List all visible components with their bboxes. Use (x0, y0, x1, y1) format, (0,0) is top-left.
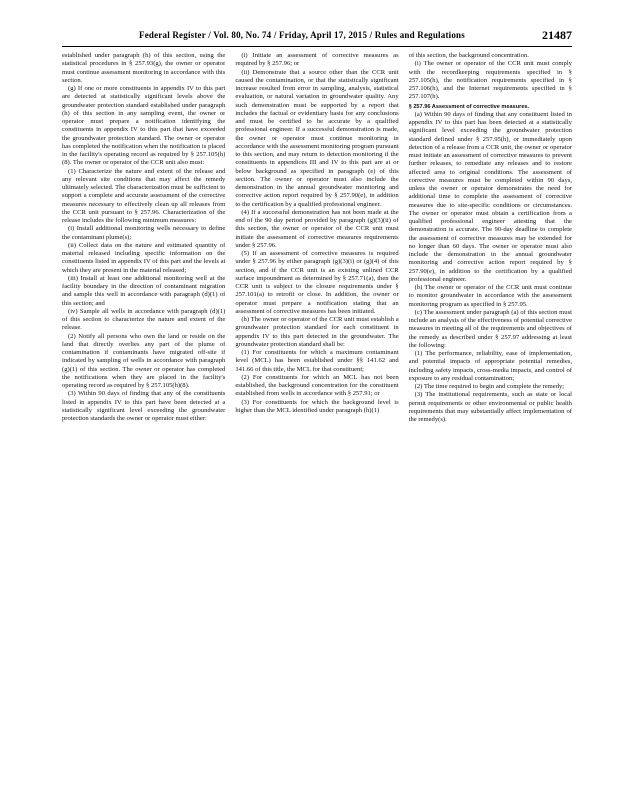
paragraph: established under paragraph (h) of this section, using the statistical procedures in § 257.93(g), the owner or operator must continue assessment monitoring in accordance with this section. (62, 52, 226, 84)
text-columns (62, 52, 572, 782)
column-1 (62, 52, 225, 782)
paragraph: of this section, the background concentration. (408, 52, 529, 59)
header-rule (62, 46, 572, 47)
paragraph: (iii) Install at least one additional monitoring well at the facility boundary in the direction of contaminant migration and sample this well in accordance with paragraph (d)(1) of this section; and (62, 274, 226, 307)
paragraph: (3) The institutional requirements, such as state or local permit requirements or other environmental or public health requirements that may substantially affect implementation of the remedy(s). (408, 391, 572, 423)
paragraph: (2) Notify all persons who own the land or reside on the land that directly overlies any part of the plume of contamination if contaminants have migrated off-site if indicated by sampling of wells in accordance with paragraph (g)(1) of this section. The owner or operator has completed the notifications when they are placed in the facility's operating record as required by § 257.105(h)(8). (62, 332, 226, 389)
paragraph: (h) The owner or operator of the CCR unit must establish a groundwater protection standard for each constituent in appendix IV to this part detected in the groundwater. The groundwater protection standard shall be: (235, 316, 399, 348)
column-3 (409, 52, 572, 782)
paragraph: (3) Within 90 days of finding that any of the constituents listed in appendix IV to this part have been detected at a statistically significant level exceeding the groundwater protection standards the owner or operator must either: (62, 390, 226, 422)
paragraph: (5) If an assessment of corrective measures is required under § 257.96 by either paragraph (g)(3)(i) or (g)(4) of this section, and if the CCR unit is an existing unlined CCR surface impoundment as determined by § 257.71(a), then the CCR unit is subject to the closure requirements under § 257.101(a) to retrofit or close. In addition, the owner or operator must prepare a notification stating that an assessment of corrective measures has been initiated. (235, 250, 399, 315)
paragraph: (b) The owner or operator of the CCR unit must continue to monitor groundwater in accordance with the assessment monitoring program as specified in § 257.95. (408, 284, 572, 308)
paragraph: (1) Characterize the nature and extent of the release and any relevant site conditions that may affect the remedy ultimately selected. The characterization must be sufficient to support a complete and accurate assessment of the corrective measures necessary to effectively clean up all releases from the CCR unit pursuant to § 257.96. Characterization of the release includes the following minimum measures: (62, 167, 226, 224)
paragraph: (1) The performance, reliability, ease of implementation, and potential impacts of appropriate potential remedies, including safety impacts, cross-media impacts, and control of exposure to any residual contamination; (408, 350, 572, 382)
paragraph: (g) If one or more constituents in appendix IV to this part are detected at statistically significant levels above the groundwater protection standard established under paragraph (h) of this section in any sampling event, the owner or operator must prepare a notification identifying the constituents in appendix IV to this part that have exceeded the groundwater protection standard. The owner or operator has completed the notification when the notification is placed in the facility's operating record as required by § 257.105(h)(8). The owner or operator of the CCR unit also must: (62, 85, 226, 167)
paragraph: (c) The assessment under paragraph (a) of this section must include an analysis of the effectiveness of potential corrective measures in meeting all of the requirements and objectives of the remedy as described under § 257.97 addressing at least the following: (408, 308, 572, 349)
column-2 (235, 52, 398, 782)
paragraph: (4) If a successful demonstration has not been made at the end of the 90 day period provided by paragraph (g)(3)(ii) of this section, the owner or operator of the CCR unit must initiate the assessment of corrective measures requirements under § 257.96. (235, 208, 399, 249)
paragraph: (i) Install additional monitoring wells necessary to define the contaminant plume(s); (62, 225, 226, 241)
paragraph: (ii) Demonstrate that a source other than the CCR unit caused the contamination, or that the statistically significant increase resulted from error in sampling, analysis, statistical evaluation, or natural variation in groundwater quality. Any such demonstration must be supported by a report that includes the factual or evidentiary basis for any conclusions and must be certified to be accurate by a qualified professional engineer. If a successful demonstration is made, the owner or operator must continue monitoring in accordance with the assessment monitoring program pursuant to this section, and may return to detection monitoring if the constituents in appendices III and IV to this part are at or below background as specified in paragraph (e) of this section. The owner or operator must also include the demonstration in the annual groundwater monitoring and corrective action report required by § 257.90(e), in addition to the certification by a qualified professional engineer. (235, 68, 399, 208)
paragraph: (2) The time required to begin and complete the remedy; (414, 383, 565, 390)
paragraph: (3) For constituents for which the background level is higher than the MCL identified under paragraph (h)(1) (235, 398, 399, 414)
page-number: 21487 (542, 27, 572, 42)
running-header (62, 26, 572, 44)
paragraph: (ii) Collect data on the nature and estimated quantity of material released including specific information on the constituents listed in appendix IV of this part and the levels at which they are present in the material released; (62, 241, 226, 274)
paragraph: (i) The owner or operator of the CCR unit must comply with the recordkeeping requirements specified in § 257.105(h), the notification requirements specified in § 257.106(h), and the Internet requirements specified in § 257.107(h). (408, 60, 572, 101)
paragraph: (iv) Sample all wells in accordance with paragraph (d)(1) of this section to characterize the nature and extent of the release. (62, 307, 226, 332)
running-head: Federal Register / Vol. 80, No. 74 / Friday, April 17, 2015 / Rules and Regulations (139, 30, 465, 40)
paragraph: (i) Initiate an assessment of corrective measures as required by § 257.96; or (235, 52, 399, 68)
paragraph: (2) For constituents for which an MCL has not been established, the background concentration for the constituent established from wells in accordance with § 257.91; or (235, 373, 399, 398)
paragraph: (1) For constituents for which a maximum contaminant level (MCL) has been established under §§ 141.62 and 141.66 of this title, the MCL for that constituent; (235, 349, 399, 373)
paragraph: (a) Within 90 days of finding that any constituent listed in appendix IV to this part has been detected at a statistically significant level exceeding the groundwater protection standard defined under § 257.95(h), or immediately upon detection of a release from a CCR unit, the owner or operator must initiate an assessment of corrective measures to prevent further releases, to remediate any releases and to restore affected area to original conditions. The assessment of corrective measures must be completed within 90 days, unless the owner or operator demonstrates the need for additional time to complete the assessment of corrective measures due to site-specific conditions or circumstances. The owner or operator must obtain a certification from a qualified professional engineer attesting that the demonstration is accurate. The 90-day deadline to complete the assessment of corrective measures may be extended for no longer than 60 days. The owner or operator must also include the demonstration in the annual groundwater monitoring and corrective action report required by § 257.90(e), in addition to the certification by a qualified professional engineer. (408, 110, 572, 283)
section-heading: § 257.96 Assessment of corrective measures. (408, 103, 530, 110)
